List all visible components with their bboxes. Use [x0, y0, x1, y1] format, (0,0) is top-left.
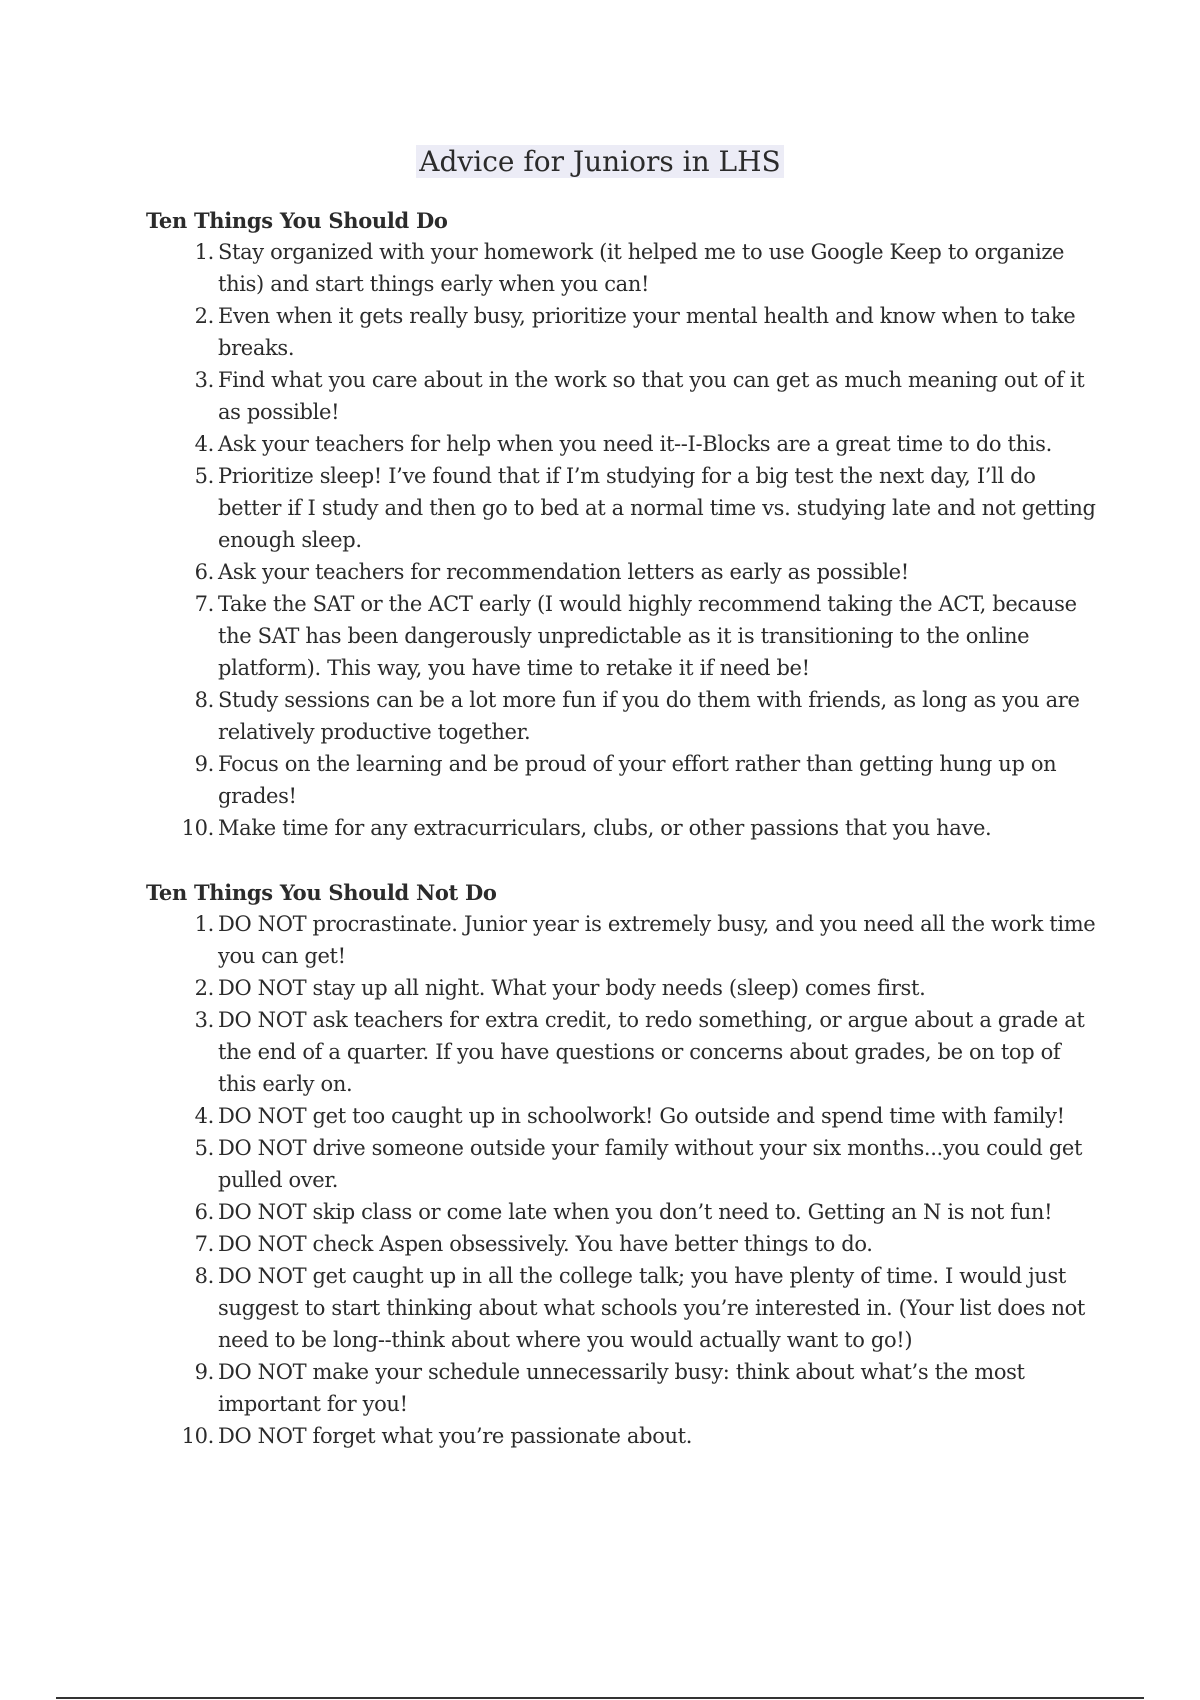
page-bottom-divider: [56, 1697, 1144, 1699]
list-item: [146, 812, 1096, 844]
list-item-text: Study sessions can be a lot more fun if you do them with friends, as long as you are relatively productive together.: [218, 688, 1080, 744]
list-item-number: 8.: [194, 1264, 214, 1288]
list-item-text: Focus on the learning and be proud of your effort rather than getting hung up on grades!: [218, 752, 1057, 808]
list-item-text: DO NOT ask teachers for extra credit, to redo something, or argue about a grade at the end of a quarter. If you have questions or concerns about grades, be on top of this early on.: [218, 1008, 1085, 1096]
list-item-text: DO NOT forget what you’re passionate about.: [218, 1424, 693, 1448]
page-title: [0, 144, 1200, 180]
list-item-text: Take the SAT or the ACT early (I would highly recommend taking the ACT, because the SAT has been dangerously unpredictable as it is transitioning to the online platform). This way, you have time to retake it if need be!: [218, 592, 1077, 680]
list-item: [146, 1420, 1096, 1452]
list-item-number: 5.: [194, 464, 214, 488]
list-item: [146, 1260, 1096, 1356]
list-item: [146, 1100, 1096, 1132]
list-item-text: DO NOT check Aspen obsessively. You have better things to do.: [218, 1232, 873, 1256]
list-item-number: 6.: [194, 560, 214, 584]
list-item: [146, 428, 1096, 460]
list-item: [146, 1132, 1096, 1196]
list-item-number: 9.: [194, 1360, 214, 1384]
list-item: [146, 1228, 1096, 1260]
list-item: [146, 1196, 1096, 1228]
section-heading: Ten Things You Should Do: [146, 208, 448, 233]
list-item-number: 9.: [194, 752, 214, 776]
list-item-text: DO NOT procrastinate. Junior year is extremely busy, and you need all the work time you can get!: [218, 912, 1096, 968]
list-item-number: 3.: [194, 1008, 214, 1032]
list-item-number: 4.: [194, 1104, 214, 1128]
list-item-number: 2.: [194, 976, 214, 1000]
list-item-text: DO NOT make your schedule unnecessarily busy: think about what’s the most important for you!: [218, 1360, 1025, 1416]
list-item-text: DO NOT skip class or come late when you don’t need to. Getting an N is not fun!: [218, 1200, 1053, 1224]
list-item-number: 1.: [194, 912, 214, 936]
list-item-number: 8.: [194, 688, 214, 712]
list-item: [146, 972, 1096, 1004]
list-item-number: 5.: [194, 1136, 214, 1160]
list-item-text: Prioritize sleep! I’ve found that if I’m studying for a big test the next day, I’ll do better if I study and then go to bed at a normal time vs. studying late and not getting enough sleep.: [218, 464, 1096, 552]
list-item: [146, 1356, 1096, 1420]
list-item-text: Make time for any extracurriculars, clubs, or other passions that you have.: [218, 816, 992, 840]
page-title-text: Advice for Juniors in LHS: [416, 145, 783, 178]
list-item-text: DO NOT stay up all night. What your body needs (sleep) comes first.: [218, 976, 926, 1000]
advice-list: [146, 236, 1096, 844]
list-item-text: DO NOT get caught up in all the college talk; you have plenty of time. I would just suggest to start thinking about what schools you’re interested in. (Your list does not need to be long--think about where you would actually want to go!): [218, 1264, 1086, 1352]
list-item-number: 10.: [181, 816, 214, 840]
list-item-number: 3.: [194, 368, 214, 392]
list-item-text: DO NOT get too caught up in schoolwork! Go outside and spend time with family!: [218, 1104, 1065, 1128]
section-should-do: [146, 206, 1096, 844]
list-item-text: Stay organized with your homework (it helped me to use Google Keep to organize this) and start things early when you can!: [218, 240, 1065, 296]
list-item: [146, 556, 1096, 588]
list-item-text: DO NOT drive someone outside your family without your six months...you could get pulled over.: [218, 1136, 1083, 1192]
list-item-number: 6.: [194, 1200, 214, 1224]
list-item: [146, 300, 1096, 364]
list-item: [146, 748, 1096, 812]
section-should-not-do: [146, 878, 1096, 1452]
list-item-number: 10.: [181, 1424, 214, 1448]
list-item-number: 7.: [194, 592, 214, 616]
list-item: [146, 364, 1096, 428]
section-heading: Ten Things You Should Not Do: [146, 880, 497, 905]
list-item-text: Ask your teachers for help when you need it--I-Blocks are a great time to do this.: [218, 432, 1052, 456]
list-item: [146, 908, 1096, 972]
list-item: [146, 684, 1096, 748]
list-item: [146, 588, 1096, 684]
list-item-text: Ask your teachers for recommendation letters as early as possible!: [218, 560, 909, 584]
list-item-number: 1.: [194, 240, 214, 264]
list-item-number: 2.: [194, 304, 214, 328]
list-item: [146, 460, 1096, 556]
list-item: [146, 236, 1096, 300]
list-item-text: Even when it gets really busy, prioritize your mental health and know when to take breaks.: [218, 304, 1076, 360]
list-item-number: 7.: [194, 1232, 214, 1256]
list-item: [146, 1004, 1096, 1100]
list-item-number: 4.: [194, 432, 214, 456]
advice-list: [146, 908, 1096, 1452]
list-item-text: Find what you care about in the work so that you can get as much meaning out of it as possible!: [218, 368, 1085, 424]
